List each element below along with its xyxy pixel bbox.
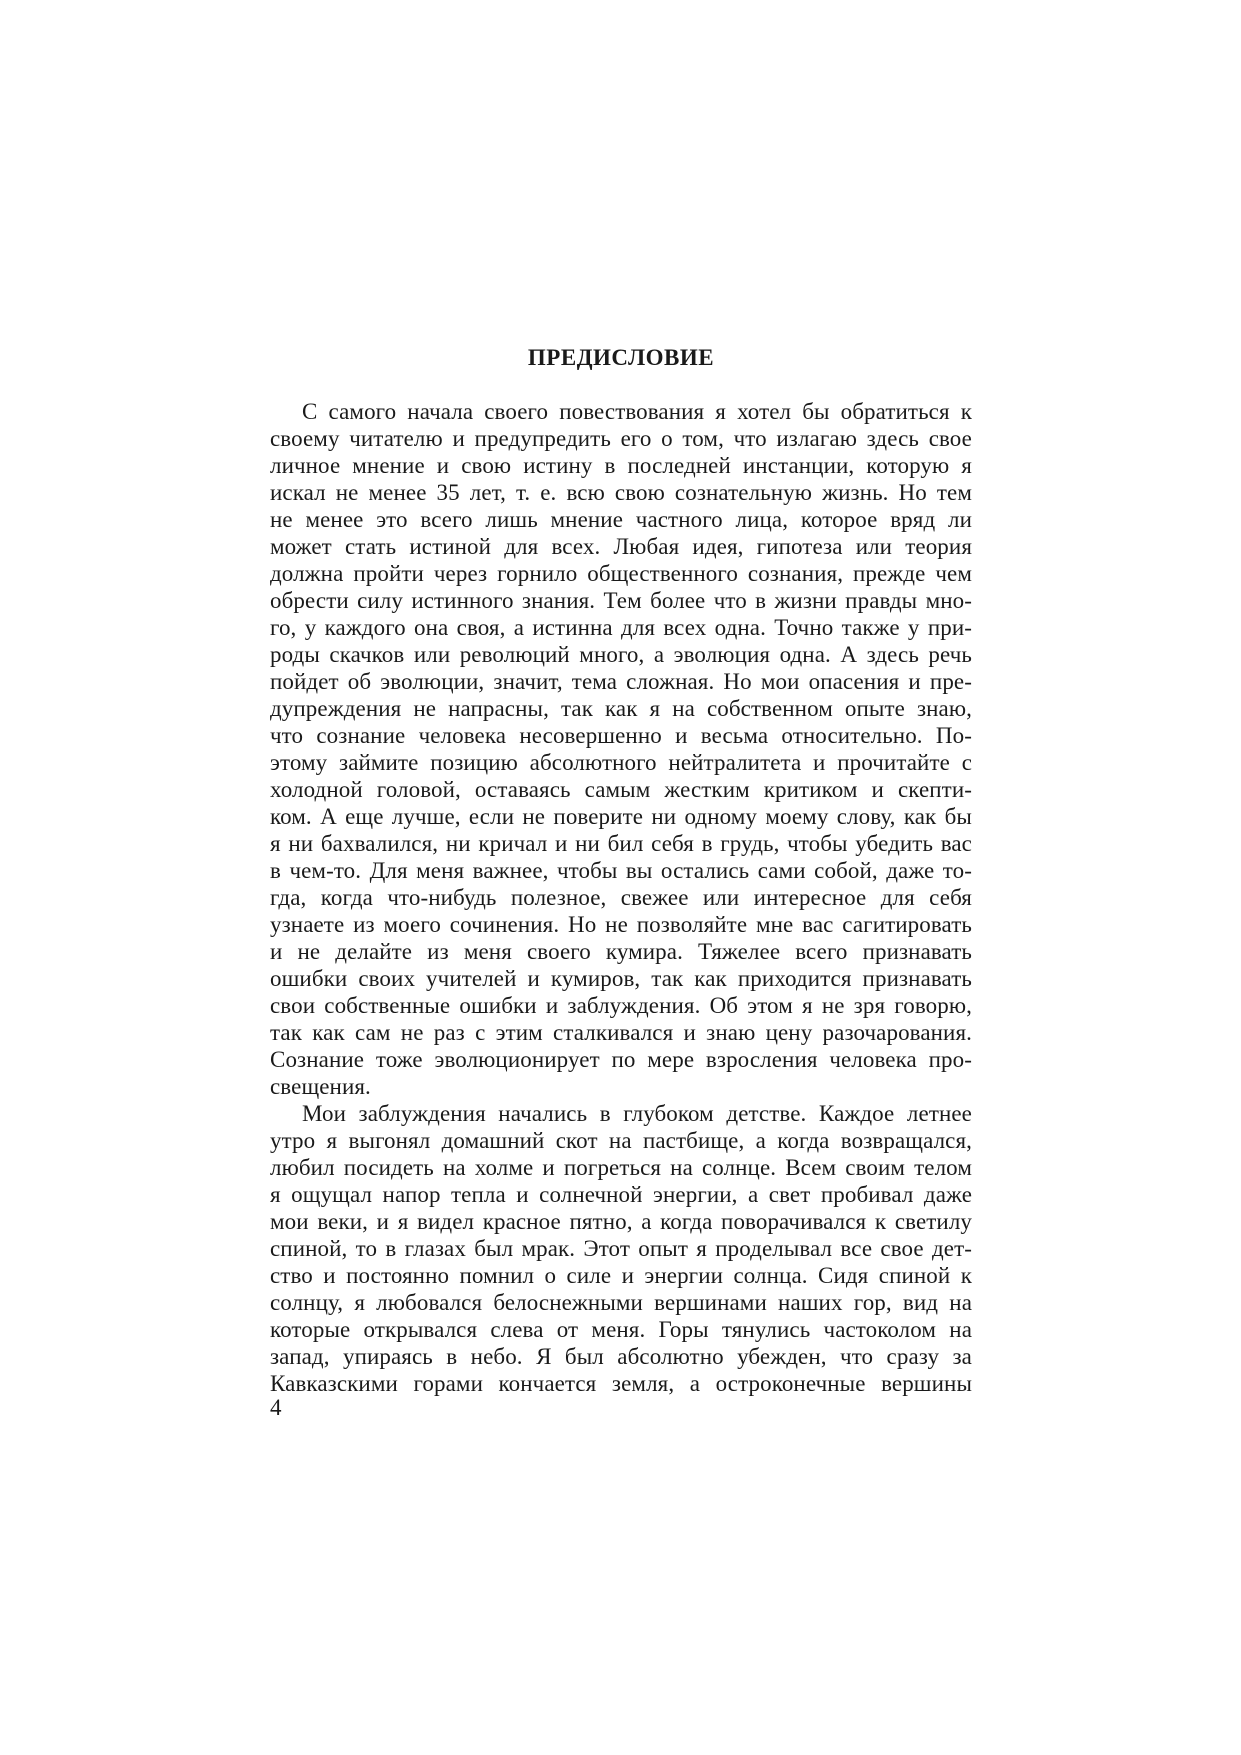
- text-line: свои собственные ошибки и заблуждения. Об этом я не зря говорю,: [270, 993, 972, 1018]
- text-line: и не делайте из меня своего кумира. Тяжелее всего признавать: [270, 939, 972, 964]
- text-line: Сознание тоже эволюционирует по мере взросления человека про-: [270, 1047, 972, 1072]
- page-title: ПРЕДИСЛОВИЕ: [527, 345, 715, 370]
- text-line: которые открывался слева от меня. Горы тянулись частоколом на: [270, 1317, 972, 1342]
- text-line: пойдет об эволюции, значит, тема сложная. Но мои опасения и пре-: [270, 669, 972, 694]
- text-line: Мои заблуждения начались в глубоком детстве. Каждое летнее: [302, 1101, 972, 1126]
- text-line: спиной, то в глазах был мрак. Этот опыт я проделывал все свое дет-: [270, 1236, 972, 1261]
- text-line: утро я выгонял домашний скот на пастбище, а когда возвращался,: [270, 1128, 972, 1153]
- text-line: дупреждения не напрасны, так как я на собственном опыте знаю,: [270, 696, 972, 721]
- text-line: должна пройти через горнило общественного сознания, прежде чем: [270, 561, 972, 586]
- text-line: роды скачков или революций много, а эволюция одна. А здесь речь: [270, 642, 972, 667]
- text-line: гда, когда что-нибудь полезное, свежее или интересное для себя: [270, 885, 972, 910]
- text-line: своему читателю и предупредить его о том, что излагаю здесь свое: [270, 426, 972, 451]
- text-line: этому займите позицию абсолютного нейтралитета и прочитайте с: [270, 750, 972, 775]
- text-line: С самого начала своего повествования я хотел бы обратиться к: [302, 399, 972, 424]
- text-line: го, у каждого она своя, а истинна для всех одна. Точно также у при-: [270, 615, 972, 640]
- text-line: запад, упираясь в небо. Я был абсолютно убежден, что сразу за: [270, 1344, 972, 1369]
- page-number: 4: [270, 1395, 282, 1420]
- text-line: может стать истиной для всех. Любая идея, гипотеза или теория: [270, 534, 972, 559]
- text-line: мои веки, и я видел красное пятно, а когда поворачивался к светилу: [270, 1209, 972, 1234]
- body-text: [270, 398, 972, 1397]
- text-line: я ни бахвалился, ни кричал и ни бил себя в грудь, чтобы убедить вас: [270, 831, 972, 856]
- text-line: в чем-то. Для меня важнее, чтобы вы остались сами собой, даже то-: [270, 858, 972, 883]
- text-line: ком. А еще лучше, если не поверите ни одному моему слову, как бы: [270, 804, 972, 829]
- text-line: обрести силу истинного знания. Тем более что в жизни правды мно-: [270, 588, 972, 613]
- text-line: узнаете из моего сочинения. Но не позволяйте мне вас сагитировать: [270, 912, 972, 937]
- text-line: свещения.: [270, 1074, 371, 1099]
- text-line: не менее это всего лишь мнение частного лица, которое вряд ли: [270, 507, 972, 532]
- text-line: ошибки своих учителей и кумиров, так как приходится признавать: [270, 966, 972, 991]
- text-line: искал не менее 35 лет, т. е. всю свою сознательную жизнь. Но тем: [270, 480, 972, 505]
- text-line: любил посидеть на холме и погреться на солнце. Всем своим телом: [270, 1155, 972, 1180]
- text-line: ство и постоянно помнил о силе и энергии солнца. Сидя спиной к: [270, 1263, 972, 1288]
- text-line: Кавказскими горами кончается земля, а остроконечные вершины: [270, 1371, 972, 1396]
- text-line: так как сам не раз с этим сталкивался и знаю цену разочарования.: [270, 1020, 972, 1045]
- text-line: личное мнение и свою истину в последней инстанции, которую я: [270, 453, 972, 478]
- text-line: солнцу, я любовался белоснежными вершинами наших гор, вид на: [270, 1290, 972, 1315]
- text-line: я ощущал напор тепла и солнечной энергии, а свет пробивал даже: [270, 1182, 972, 1207]
- text-line: что сознание человека несовершенно и весьма относительно. По-: [270, 723, 972, 748]
- text-line: холодной головой, оставаясь самым жестким критиком и скепти-: [270, 777, 972, 802]
